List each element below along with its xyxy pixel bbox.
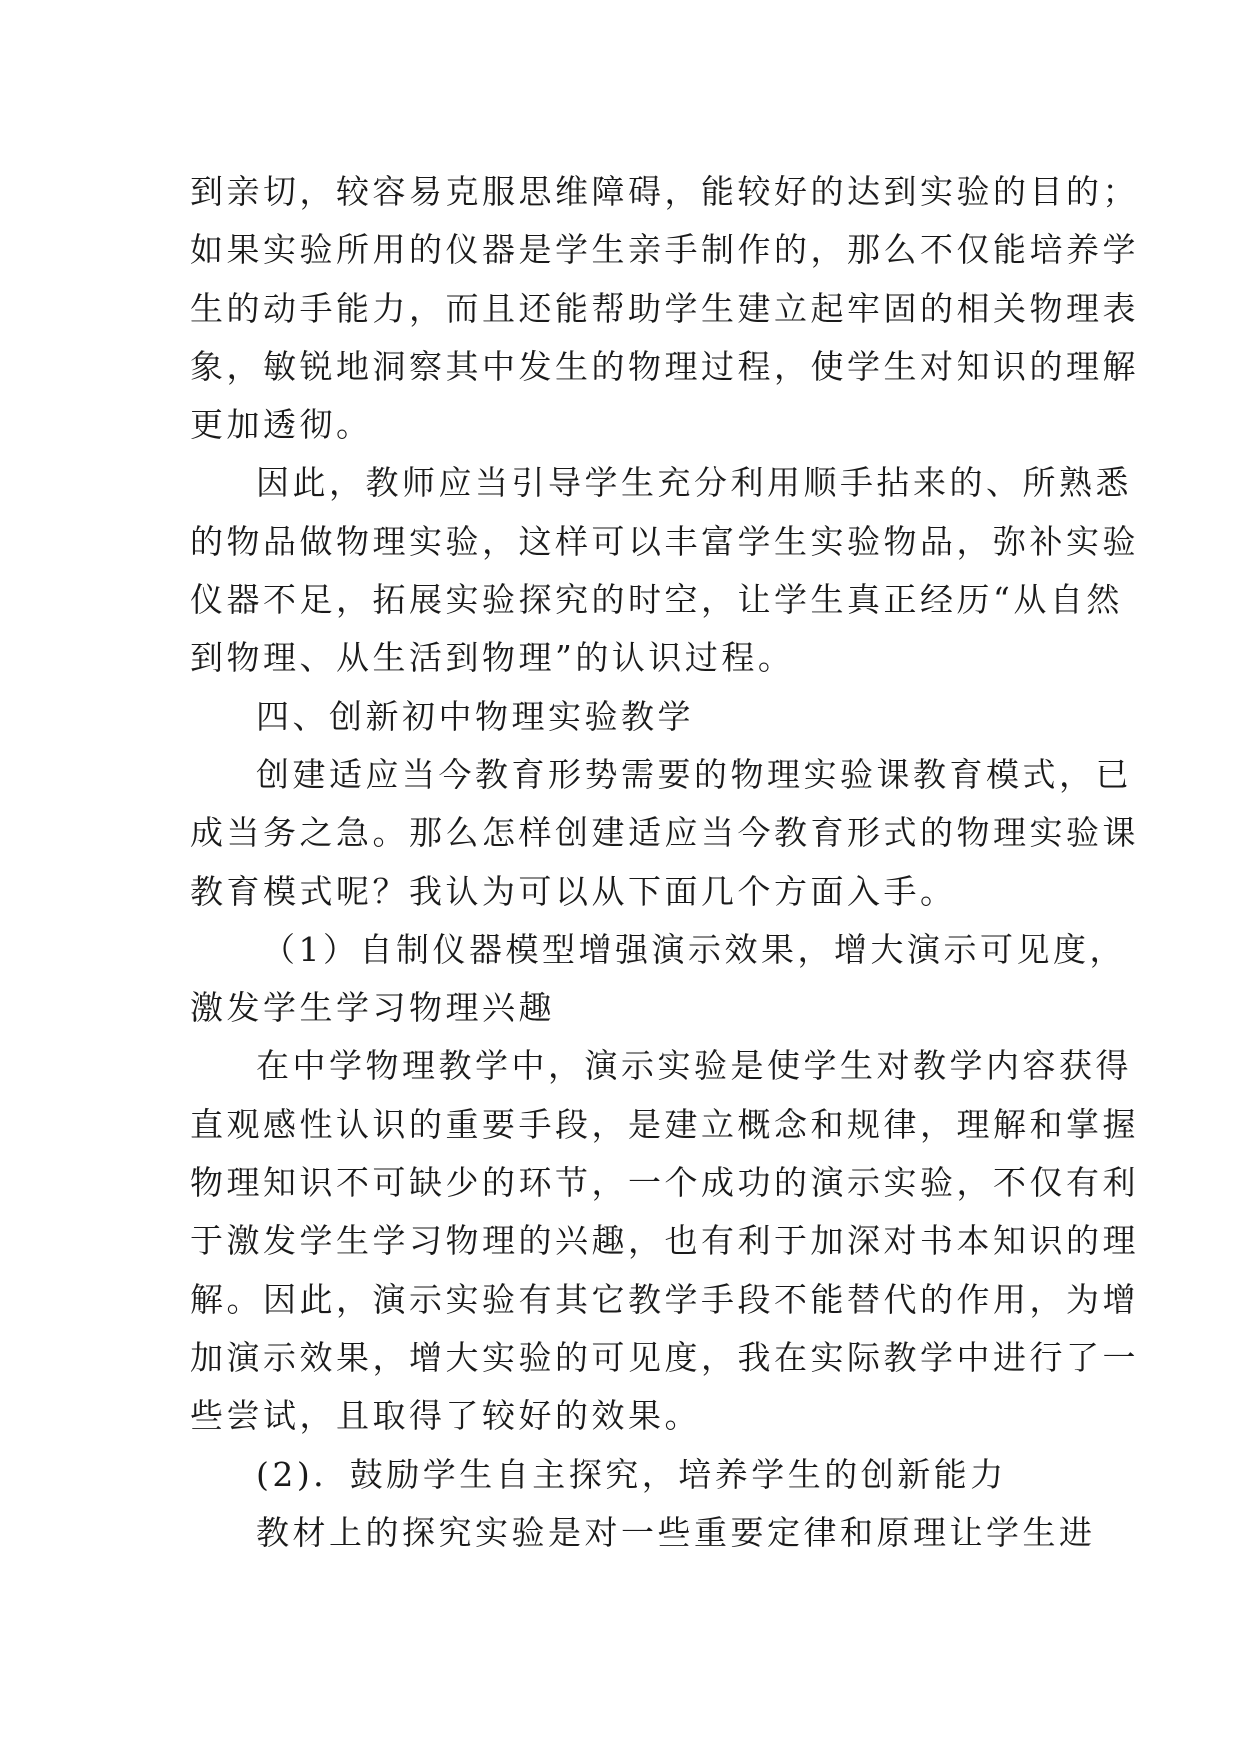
text-line: 仪器不足，拓展实验探究的时空，让学生真正经历“从自然	[190, 580, 1123, 620]
subsection-heading: (2)．鼓励学生自主探究，培养学生的创新能力	[256, 1454, 1007, 1494]
body-text	[190, 163, 1139, 1562]
subsection-heading: （1）自制仪器模型增强演示效果，增大演示可见度，	[262, 929, 1126, 969]
paragraph-start-line: 在中学物理教学中，演示实验是使学生对教学内容获得	[256, 1046, 1132, 1086]
paragraph-start-line: 因此，教师应当引导学生充分利用顺手拈来的、所熟悉	[256, 463, 1132, 503]
subsection-heading-continued: 激发学生学习物理兴趣	[190, 988, 555, 1028]
paragraph-start-line: 创建适应当今教育形势需要的物理实验课教育模式，已	[256, 754, 1132, 794]
text-line: 到物理、从生活到物理”的认识过程。	[190, 638, 795, 678]
paragraph-start-line: 教材上的探究实验是对一些重要定律和原理让学生进	[256, 1512, 1096, 1552]
section-heading: 四、创新初中物理实验教学	[256, 696, 694, 736]
text-line: 如果实验所用的仪器是学生亲手制作的，那么不仅能培养学	[190, 230, 1139, 270]
text-line: 生的动手能力，而且还能帮助学生建立起牢固的相关物理表	[190, 288, 1139, 328]
text-line: 物理知识不可缺少的环节，一个成功的演示实验，不仅有利	[190, 1163, 1139, 1203]
text-line: 到亲切，较容易克服思维障碍，能较好的达到实验的目的；	[190, 172, 1139, 211]
text-line: 解。因此，演示实验有其它教学手段不能替代的作用，为增	[190, 1279, 1139, 1319]
text-line: 更加透彻。	[190, 405, 373, 445]
text-line: 直观感性认识的重要手段，是建立概念和规律，理解和掌握	[190, 1104, 1139, 1144]
text-line: 些尝试，且取得了较好的效果。	[190, 1396, 701, 1436]
text-line: 象，敏锐地洞察其中发生的物理过程，使学生对知识的理解	[190, 346, 1139, 386]
text-line: 加演示效果，增大实验的可见度，我在实际教学中进行了一	[190, 1337, 1139, 1377]
text-line: 于激发学生学习物理的兴趣，也有利于加深对书本知识的理	[190, 1221, 1139, 1261]
text-line: 教育模式呢？我认为可以从下面几个方面入手。	[190, 871, 957, 911]
text-line: 的物品做物理实验，这样可以丰富学生实验物品，弥补实验	[190, 521, 1139, 561]
text-line: 成当务之急。那么怎样创建适应当今教育形式的物理实验课	[190, 813, 1139, 853]
